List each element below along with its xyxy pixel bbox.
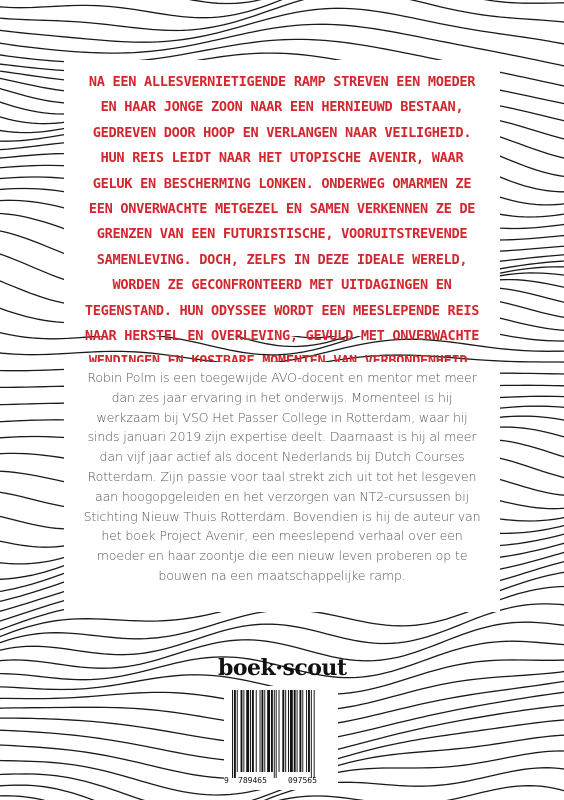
barcode-bar	[250, 690, 251, 772]
barcode-bar	[314, 690, 315, 778]
barcode-bar	[299, 690, 301, 772]
author-bio-text: Robin Polm is een toegewijde AVO-docent en mentor met meer dan zes jaar ervaring in het onderwijs. Momenteel is hij werkzaam bij VSO Het Passer College in Rotterdam, waar hij sinds januari 2019 zijn expertise deelt. Daarnaast is hij al meer dan vijf jaar actief als docent Nederlands bij Dutch Courses Rotterdam. Zijn passie voor taal strekt zich uit tot het lesgeven aan hoogopgeleiden en het verzorgen van NT2-cursussen bij Stichting Nieuw Thuis Rotterdam. Bovendien is hij de auteur van het boek Project Avenir, een meeslepend verhaal over een moeder en haar zoontje die een nieuw leven proberen op te bouwen na een maatschappelijke ramp.	[83, 370, 481, 583]
barcode-bar	[264, 690, 265, 772]
barcode-bar	[261, 690, 263, 772]
barcode-bar	[243, 690, 244, 772]
barcode-bar	[290, 690, 293, 772]
barcode-bar	[234, 690, 236, 778]
barcode-bar	[297, 690, 298, 772]
isbn-barcode	[224, 686, 338, 790]
barcode-bar	[260, 690, 261, 772]
publisher-logo: boek·scout	[218, 655, 347, 681]
barcode-digit-first: 9	[224, 776, 229, 785]
barcode-bar	[308, 690, 310, 772]
barcode-bar	[285, 690, 286, 772]
barcode-bar	[302, 690, 303, 772]
barcode-bar	[232, 690, 233, 778]
barcode-bar	[288, 690, 289, 772]
author-bio-panel	[64, 362, 500, 612]
barcode-bar	[271, 690, 273, 772]
barcode-bars	[224, 690, 338, 780]
barcode-digits-left: 789465	[238, 776, 267, 785]
barcode-bar	[237, 690, 238, 772]
barcode-bar	[267, 690, 270, 772]
barcode-bar	[279, 690, 280, 772]
barcode-bar	[282, 690, 284, 772]
barcode-bar	[241, 690, 243, 772]
barcode-digits-right: 097565	[288, 776, 317, 785]
synopsis-panel	[64, 60, 500, 345]
barcode-bar	[311, 690, 312, 778]
barcode-bar	[274, 690, 275, 778]
barcode-bar	[256, 690, 257, 772]
barcode-bar	[276, 690, 277, 778]
wave-line	[0, 0, 564, 4]
synopsis-text: NA EEN ALLESVERNIETIGENDE RAMP STREVEN EEN MOEDER EN HAAR JONGE ZOON NAAR EEN HERNIEUWD BESTAAN, GEDREVEN DOOR HOOP EN VERLANGEN NAAR VEILIGHEID. HUN REIS LEIDT NAAR HET UTOPISCHE AVENIR, WAAR GELUK EN BESCHERMING LONKEN. ONDERWEG OMARMEN ZE EEN ONVERWACHTE METGEZEL EN SAMEN VERKENNEN ZE DE GRENZEN VAN EEN FUTURISTISCHE, VOORUITSTREVENDE SAMENLEVING. DOCH, ZELFS IN DEZE IDEALE WERELD, WORDEN ZE GECONFRONTEERD MET UITDAGINGEN EN TEGENSTAND. HUN ODYSSEE WORDT EEN MEESLEPENDE REIS NAAR HERSTEL EN OVERLEVING, GEVULD MET ONVERWACHTE	[84, 74, 480, 345]
barcode-bar	[246, 690, 249, 772]
barcode-bar	[306, 690, 307, 772]
barcode-bar	[294, 690, 296, 772]
barcode-bar	[252, 690, 254, 772]
